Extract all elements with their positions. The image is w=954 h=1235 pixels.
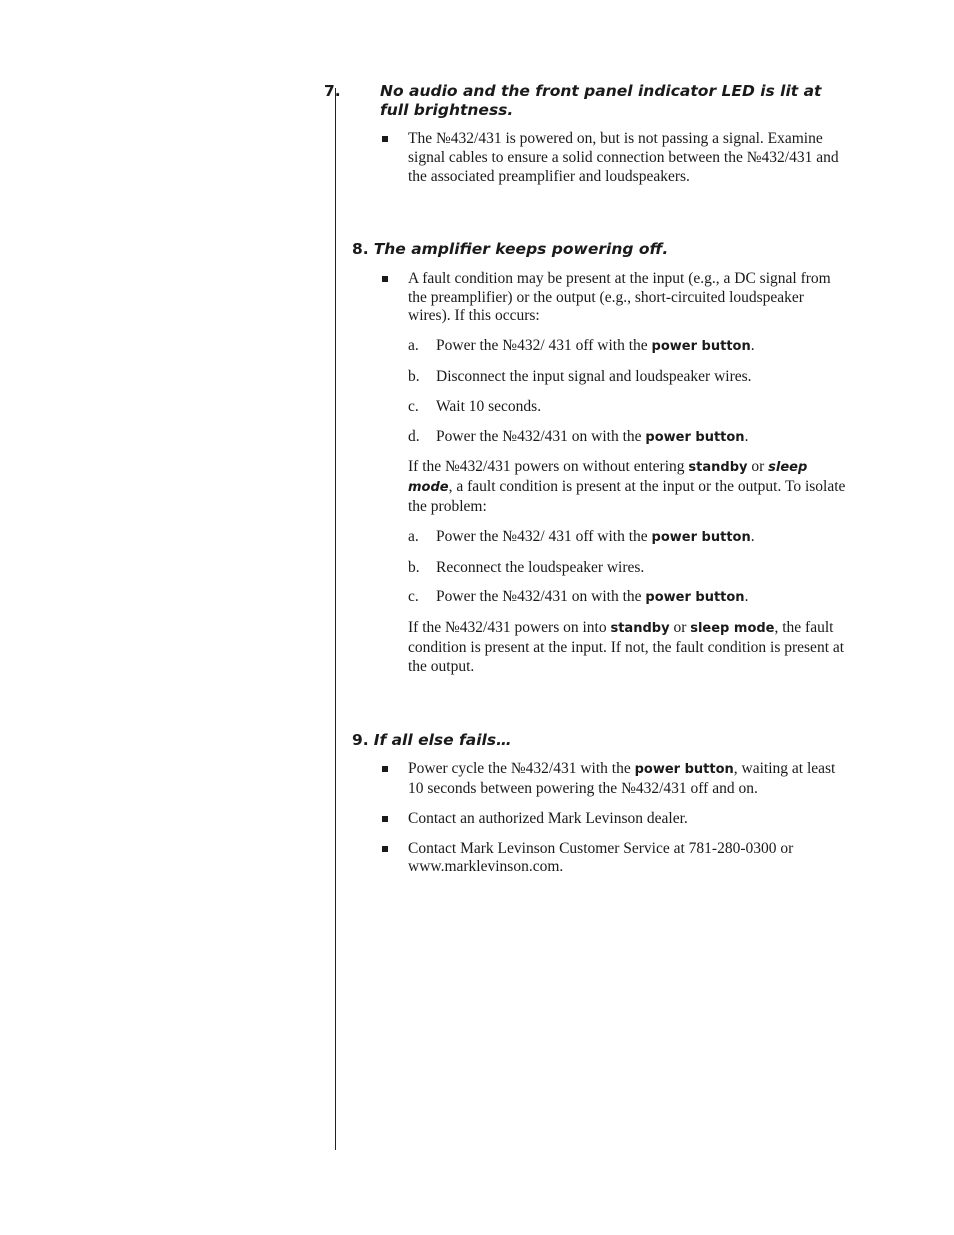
bullet-text: A fault condition may be present at the input (e.g., a DC signal from the preamplifier) or the output (e.g., short-circuited loudspeaker wires). If this occurs: xyxy=(408,269,831,325)
bullet-icon xyxy=(382,136,388,142)
step-label: b. xyxy=(408,558,420,576)
bullet-text: Contact an authorized Mark Levinson dealer. xyxy=(408,809,688,827)
section-7-title: No audio and the front panel indicator LED is lit at full brightness. xyxy=(380,82,822,119)
step-text: Wait 10 seconds. xyxy=(436,397,542,415)
para-text: , the fault condition is present at the input. If not, the fault condition is present at the output. xyxy=(408,619,845,675)
section-9-heading xyxy=(352,731,847,750)
step-item xyxy=(352,428,847,448)
step-item xyxy=(352,588,847,608)
step-text: Power the №432/ 431 off with the xyxy=(436,337,652,355)
step-punct: . xyxy=(750,337,755,355)
step-item xyxy=(352,368,847,387)
list-item xyxy=(352,840,847,878)
bullet-text: The №432/431 is powered on, but is not passing a signal. Examine signal cables to ensure a solid connection between the №432/431 and the associated preamplifier and loudspeakers. xyxy=(408,130,839,185)
step-item xyxy=(352,559,847,578)
troubleshooting-content xyxy=(324,82,847,877)
step-label: a. xyxy=(408,337,419,355)
standby-term: standby xyxy=(610,621,670,637)
section-7 xyxy=(324,82,847,186)
bullet-text: Contact Mark Levinson Customer Service at 781-280-0300 or www.marklevinson.com. xyxy=(408,839,794,876)
power-button-term: power button xyxy=(634,762,734,778)
step-item xyxy=(352,398,847,417)
step-text: Power the №432/ 431 off with the xyxy=(436,527,652,545)
section-9 xyxy=(352,731,847,877)
para-text: , a fault condition is present at the input or the output. To isolate the problem: xyxy=(408,478,846,516)
bullet-text: , waiting at least 10 seconds between powering the №432/431 off and on. xyxy=(408,760,836,797)
step-label: c. xyxy=(408,588,419,606)
list-item xyxy=(352,130,847,186)
bullet-icon xyxy=(382,846,388,852)
para-text: If the №432/431 powers on without entering xyxy=(408,458,689,476)
section-8-number: 8. xyxy=(352,240,369,259)
bullet-text: Power cycle the №432/431 with the xyxy=(408,760,635,778)
para-text: If the №432/431 powers on into xyxy=(408,619,611,637)
bullet-icon xyxy=(382,276,388,282)
step-label: b. xyxy=(408,368,420,386)
section-7-number: 7. xyxy=(324,82,341,100)
power-button-term: power button xyxy=(645,590,745,606)
power-button-term: power button xyxy=(645,429,745,445)
section-9-number: 9. xyxy=(352,730,369,749)
paragraph xyxy=(352,458,847,516)
step-text: Power the №432/431 on with the xyxy=(436,427,646,445)
sleep-mode-term: sleep mode xyxy=(408,460,808,496)
step-item xyxy=(352,528,847,548)
list-item xyxy=(352,270,847,326)
step-punct: . xyxy=(744,427,749,445)
power-button-term: power button xyxy=(651,339,751,355)
section-8-heading xyxy=(352,240,847,259)
step-item xyxy=(352,337,847,357)
step-text: Disconnect the input signal and loudspeaker wires. xyxy=(436,368,752,386)
section-8-title: The amplifier keeps powering off. xyxy=(373,240,669,259)
section-7-heading xyxy=(324,82,847,119)
step-punct: . xyxy=(750,527,755,545)
margin-rule xyxy=(335,88,336,1150)
sleep-mode-term: sleep mode xyxy=(690,621,775,637)
section-9-title: If all else fails… xyxy=(373,730,512,749)
step-text: Power the №432/431 on with the xyxy=(436,588,646,606)
section-8 xyxy=(352,240,847,676)
para-text: or xyxy=(669,619,691,637)
standby-term: standby xyxy=(688,460,748,476)
list-item xyxy=(352,760,847,799)
step-label: c. xyxy=(408,397,419,415)
bullet-icon xyxy=(382,766,388,772)
step-label: d. xyxy=(408,427,420,445)
paragraph xyxy=(352,619,847,676)
para-text: or xyxy=(747,458,769,476)
step-punct: . xyxy=(744,588,749,606)
step-label: a. xyxy=(408,527,419,545)
power-button-term: power button xyxy=(651,529,751,545)
step-text: Reconnect the loudspeaker wires. xyxy=(436,558,645,576)
list-item xyxy=(352,810,847,829)
bullet-icon xyxy=(382,816,388,822)
